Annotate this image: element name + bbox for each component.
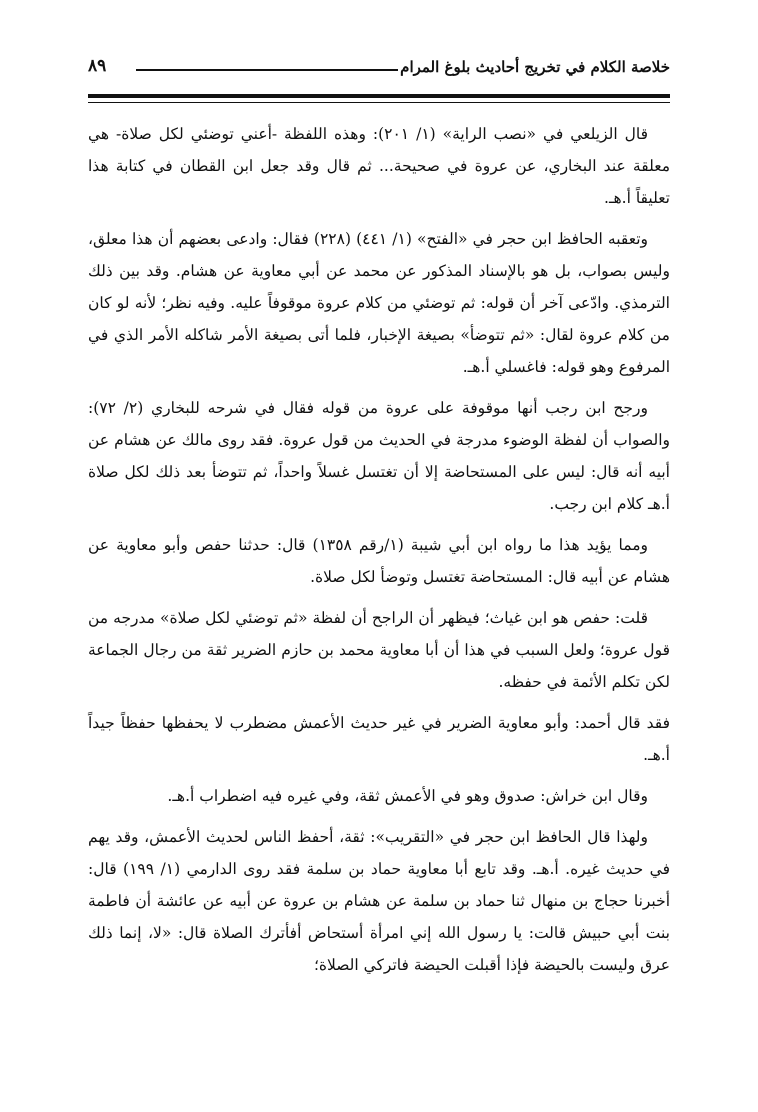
page-header <box>88 50 670 84</box>
page-number: ٨٩ <box>88 56 107 76</box>
paragraph-7: وقال ابن خراش: صدوق وهو في الأعمش ثقة، وفي غيره فيه اضطراب أ.هـ. <box>167 787 648 805</box>
running-title: خلاصة الكلام في تخريج أحاديث بلوغ المرام <box>400 58 670 76</box>
paragraph-5: قلت: حفص هو ابن غياث؛ فيظهر أن الراجح أن لفظة «ثم توضئي لكل صلاة» مدرجه من قول عروة؛ ولعل السبب في هذا أن أبا معاوية محمد بن حازم الضرير ثقة من رجال الجماعة لكن تكلم الأئمة في حفظه. <box>88 609 670 691</box>
paragraph-6: فقد قال أحمد: وأبو معاوية الضرير في غير حديث الأعمش مضطرب لا يحفظها حفظاً جيداً أ.هـ. <box>88 714 670 764</box>
header-divider-thin <box>88 102 670 103</box>
paragraph-4: ومما يؤيد هذا ما رواه ابن أبي شيبة (١/رقم ١٣٥٨) قال: حدثنا حفص وأبو معاوية عن هشام عن أبيه قال: المستحاضة تغتسل وتوضأ لكل صلاة. <box>88 536 670 586</box>
paragraph-8: ولهذا قال الحافظ ابن حجر في «التقريب»: ثقة، أحفظ الناس لحديث الأعمش، وقد يهم في حديث غيره. أ.هـ. وقد تابع أبا معاوية حماد بن سلمة فقد روى الدارمي (١/ ١٩٩) قال: أخبرنا حجاج بن منهال ثنا حماد بن سلمة عن هشام بن عروة عن أبيه عن عائشة أن فاطمة بنت أبي حبيش قالت: يا رسول الله إني امرأة أستحاض أفأترك الصلاة قال: «لا، إنما ذلك عرق وليست بالحيضة فإذا أقبلت الحيضة فاتركي الصلاة؛ <box>88 828 671 974</box>
paragraph-2: وتعقبه الحافظ ابن حجر في «الفتح» (١/ ٤٤١) (٢٢٨) فقال: وادعى بعضهم أن هذا معلق، وليس بصواب، بل هو بالإسناد المذكور عن محمد عن أبي معاوية عن هشام. وقد بين ذلك الترمذي. وادّعى آخر أن قوله: ثم توضئي من كلام عروة موقوفاً عليه. وفيه نظر؛ لأنه لو كان من كلام عروة لقال: «ثم تتوضأ» بصيغة الإخبار، فلما أتى بصيغة الأمر شاكله الأمر الذي في المرفوع وهو قوله: فاغسلي أ.هـ. <box>88 230 670 376</box>
paragraph-1: قال الزيلعي في «نصب الراية» (١/ ٢٠١): وهذه اللفظة -أعني توضئي لكل صلاة- هي معلقة عند البخاري، عن عروة في صحيحة... ثم قال وقد جعل ابن القطان في كتابة هذا تعليقاً أ.هـ. <box>88 125 670 207</box>
header-rule <box>136 69 398 71</box>
page-body <box>88 118 670 985</box>
header-divider-thick <box>88 94 670 98</box>
paragraph-3: ورجح ابن رجب أنها موقوفة على عروة من قوله فقال في شرحه للبخاري (٢/ ٧٢): والصواب أن لفظة الوضوء مدرجة في الحديث من قول عروة. فقد روى مالك عن هشام عن أبيه أنه قال: ليس على المستحاضة إلا أن تغتسل غسلاً واحداً، ثم تتوضأ بعد ذلك لكل صلاة أ.هـ كلام ابن رجب. <box>88 399 670 513</box>
